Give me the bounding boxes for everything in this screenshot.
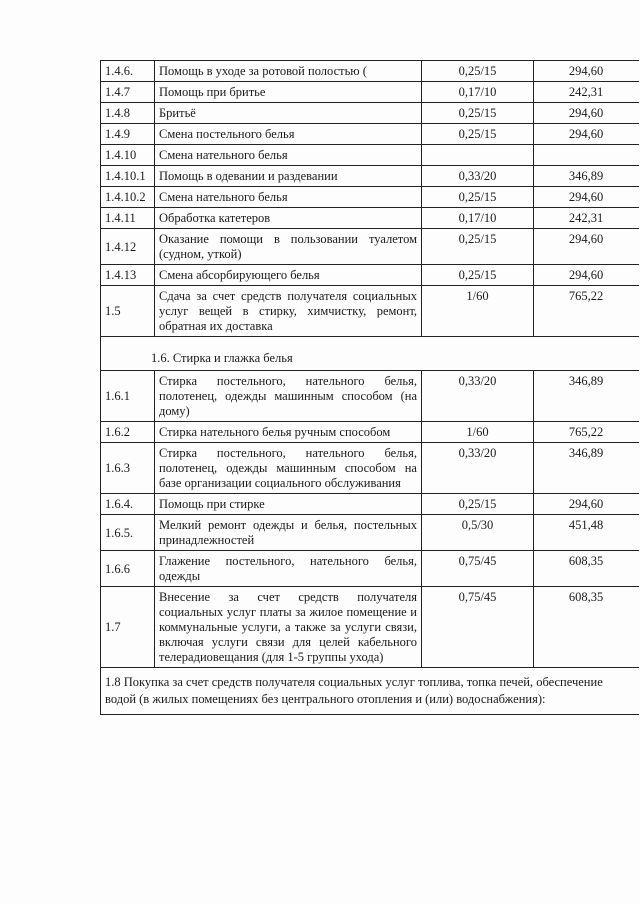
time-ratio: 0,75/45 (422, 587, 534, 668)
row-number: 1.6.6 (101, 551, 155, 587)
row-number: 1.5 (101, 286, 155, 337)
price-value: 346,89 (534, 371, 640, 422)
time-ratio: 0,25/15 (422, 494, 534, 515)
table-row (101, 443, 640, 494)
row-number: 1.4.11 (101, 208, 155, 229)
table-row (101, 145, 640, 166)
table-row (101, 187, 640, 208)
row-number: 1.4.10 (101, 145, 155, 166)
price-value (534, 145, 640, 166)
price-value: 294,60 (534, 124, 640, 145)
section-16-group (101, 337, 640, 371)
service-name: Помощь в уходе за ротовой полостью ( (155, 61, 422, 82)
table-row (101, 103, 640, 124)
time-ratio: 0,25/15 (422, 61, 534, 82)
table-row (101, 208, 640, 229)
row-number: 1.4.13 (101, 265, 155, 286)
time-ratio: 0,33/20 (422, 371, 534, 422)
service-name: Смена абсорбирующего белья (155, 265, 422, 286)
footer-row (101, 668, 640, 715)
service-name: Сдача за счет средств получателя социальных услуг вещей в стирку, химчистку, ремонт, обратная их доставка (155, 286, 422, 337)
row-number: 1.4.8 (101, 103, 155, 124)
service-name: Обработка катетеров (155, 208, 422, 229)
service-name: Помощь в одевании и раздевании (155, 166, 422, 187)
price-value: 608,35 (534, 551, 640, 587)
table-row (101, 371, 640, 422)
price-value: 765,22 (534, 286, 640, 337)
footer-text (101, 668, 640, 715)
table-row (101, 166, 640, 187)
row-number: 1.6.2 (101, 422, 155, 443)
row-number: 1.4.10.2 (101, 187, 155, 208)
table-row (101, 494, 640, 515)
service-name: Стирка нательного белья ручным способом (155, 422, 422, 443)
table-row (101, 587, 640, 668)
service-name: Стирка постельного, нательного белья, полотенец, одежды машинным способом на базе организации социального обслуживания (155, 443, 422, 494)
row-number: 1.6.5. (101, 515, 155, 551)
price-value: 294,60 (534, 229, 640, 265)
time-ratio: 1/60 (422, 286, 534, 337)
service-name: Бритьё (155, 103, 422, 124)
service-name: Помощь при бритье (155, 82, 422, 103)
service-name: Оказание помощи в пользовании туалетом (судном, уткой) (155, 229, 422, 265)
time-ratio: 0,25/15 (422, 187, 534, 208)
table-row (101, 82, 640, 103)
row-number: 1.4.10.1 (101, 166, 155, 187)
price-value: 294,60 (534, 61, 640, 82)
row-number: 1.4.7 (101, 82, 155, 103)
price-value: 765,22 (534, 422, 640, 443)
row-number: 1.7 (101, 587, 155, 668)
time-ratio: 0,17/10 (422, 208, 534, 229)
time-ratio: 0,25/15 (422, 124, 534, 145)
rows-group-14 (101, 61, 640, 337)
table-row (101, 265, 640, 286)
service-name: Смена нательного белья (155, 145, 422, 166)
tariff-table (100, 60, 640, 715)
time-ratio: 0,33/20 (422, 443, 534, 494)
service-name: Смена нательного белья (155, 187, 422, 208)
price-value: 346,89 (534, 166, 640, 187)
footer-line-1: 1.8 Покупка за счет средств получателя социальных услуг топлива, топка печей, обеспечение (105, 675, 603, 689)
table-row (101, 515, 640, 551)
footer-line-2: водой (в жилых помещениях без центрального отопления и (или) водоснабжения): (105, 691, 546, 706)
row-number: 1.4.12 (101, 229, 155, 265)
price-value: 608,35 (534, 587, 640, 668)
service-name: Смена постельного белья (155, 124, 422, 145)
service-name: Мелкий ремонт одежды и белья, постельных принадлежностей (155, 515, 422, 551)
price-value: 242,31 (534, 208, 640, 229)
time-ratio (422, 145, 534, 166)
time-ratio: 0,75/45 (422, 551, 534, 587)
price-value: 294,60 (534, 103, 640, 124)
row-number: 1.6.4. (101, 494, 155, 515)
price-value: 451,48 (534, 515, 640, 551)
table-row (101, 61, 640, 82)
section-title: 1.6. Стирка и глажка белья (101, 337, 640, 371)
section-row (101, 337, 640, 371)
row-number: 1.4.6. (101, 61, 155, 82)
table-row (101, 551, 640, 587)
service-name: Помощь при стирке (155, 494, 422, 515)
table-row (101, 229, 640, 265)
time-ratio: 0,17/10 (422, 82, 534, 103)
table-row (101, 422, 640, 443)
price-value: 346,89 (534, 443, 640, 494)
time-ratio: 0,25/15 (422, 229, 534, 265)
table-row (101, 124, 640, 145)
time-ratio: 0,5/30 (422, 515, 534, 551)
row-number: 1.6.1 (101, 371, 155, 422)
time-ratio: 0,33/20 (422, 166, 534, 187)
price-value: 294,60 (534, 494, 640, 515)
service-name: Глажение постельного, нательного белья, одежды (155, 551, 422, 587)
time-ratio: 0,25/15 (422, 265, 534, 286)
price-value: 294,60 (534, 265, 640, 286)
table-row (101, 286, 640, 337)
rows-group-16 (101, 371, 640, 668)
row-number: 1.4.9 (101, 124, 155, 145)
footer-group (101, 668, 640, 715)
time-ratio: 1/60 (422, 422, 534, 443)
time-ratio: 0,25/15 (422, 103, 534, 124)
service-name: Стирка постельного, нательного белья, полотенец, одежды машинным способом (на дому) (155, 371, 422, 422)
price-value: 242,31 (534, 82, 640, 103)
row-number: 1.6.3 (101, 443, 155, 494)
service-name: Внесение за счет средств получателя социальных услуг платы за жилое помещение и коммунальные услуги, а также за услуги связи, включая услуги связи для целей кабельного телерадиовещания (для 1-5 группы ухода) (155, 587, 422, 668)
price-value: 294,60 (534, 187, 640, 208)
